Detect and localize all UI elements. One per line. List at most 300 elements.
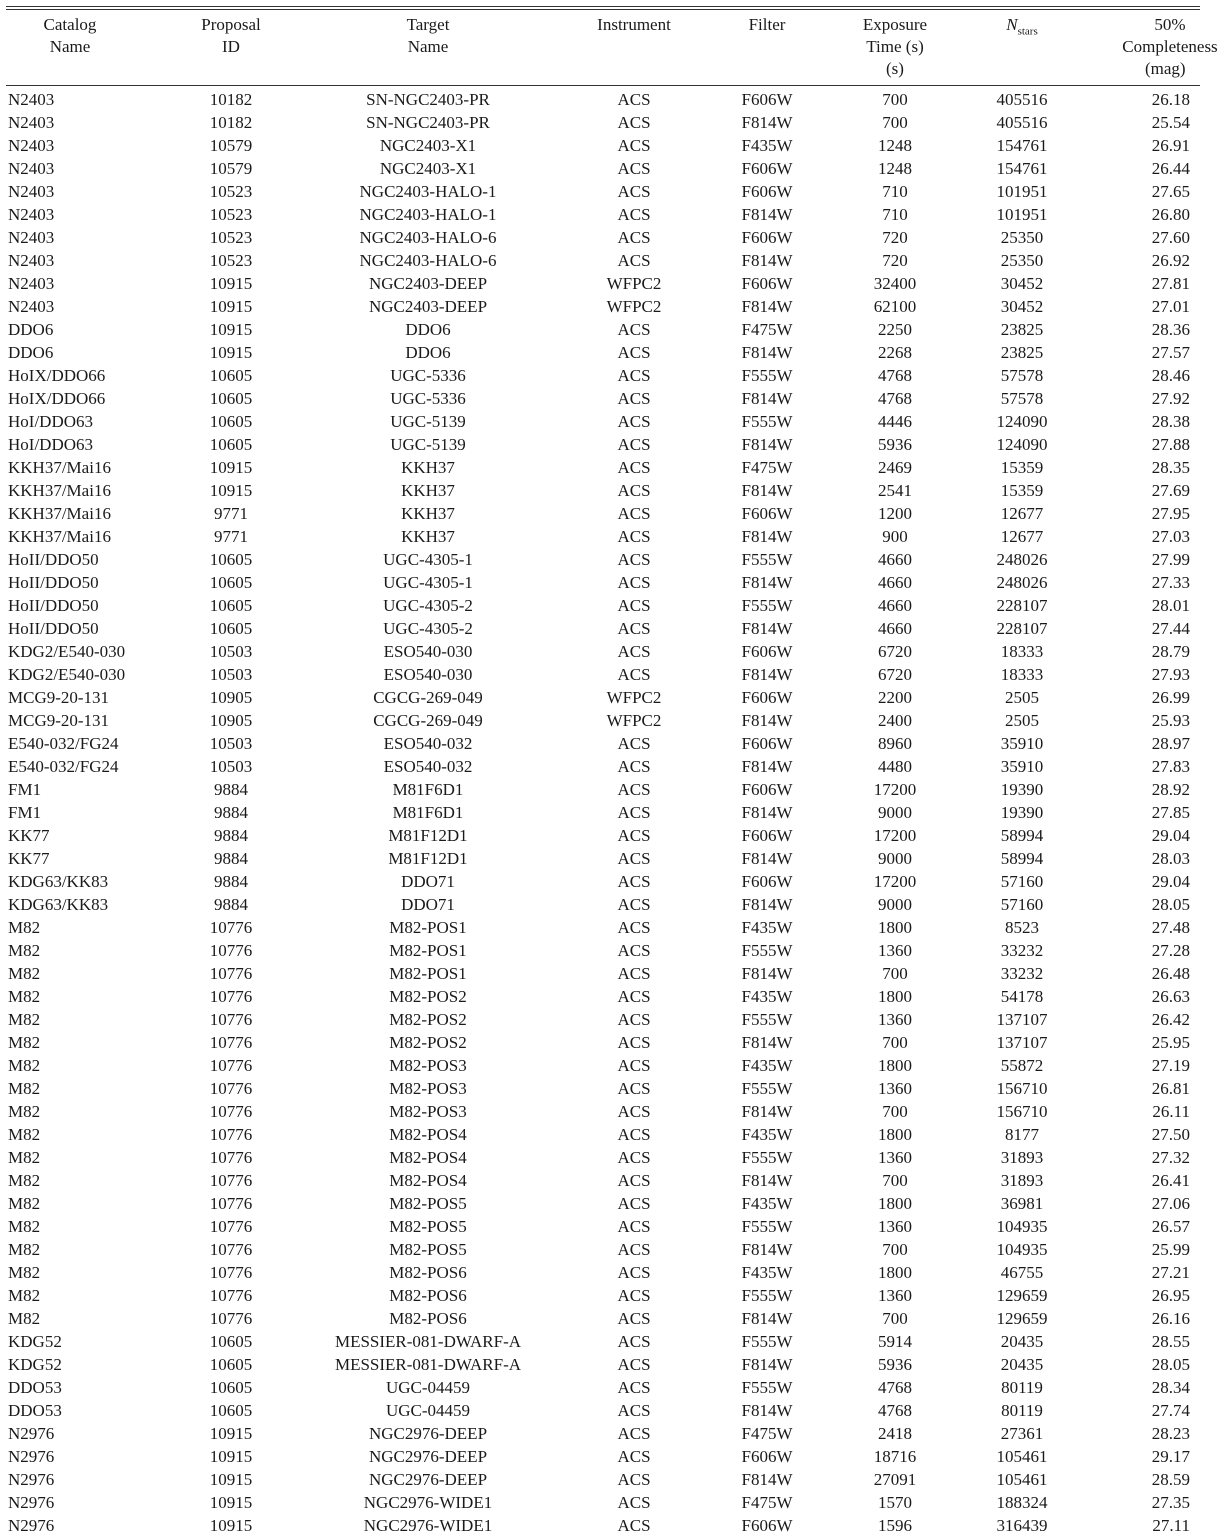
filter-cell: F435W <box>741 918 793 937</box>
table-row <box>0 525 1200 548</box>
filter-cell: F814W <box>741 389 793 408</box>
catalog-name-cell: M82 <box>8 918 41 937</box>
completeness-cell: 27.21 <box>1151 1263 1190 1282</box>
completeness-cell: 27.74 <box>1151 1401 1190 1420</box>
nstars-cell: 19390 <box>1000 803 1044 822</box>
completeness-cell: 28.55 <box>1151 1332 1190 1351</box>
target-name-cell: M82-POS5 <box>389 1217 467 1236</box>
exposure-time-cell: 700 <box>882 1309 908 1328</box>
completeness-cell: 27.95 <box>1151 504 1190 523</box>
completeness-cell: 27.32 <box>1151 1148 1190 1167</box>
exposure-time-cell: 700 <box>882 1102 908 1121</box>
target-name-cell: M82-POS5 <box>389 1194 467 1213</box>
exposure-time-cell: 5914 <box>878 1332 912 1351</box>
exposure-time-cell: 1800 <box>878 1263 912 1282</box>
exposure-time-cell: 9000 <box>878 803 912 822</box>
exposure-time-cell: 32400 <box>873 274 917 293</box>
filter-cell: F475W <box>741 458 793 477</box>
catalog-name-cell: HoI/DDO63 <box>8 412 93 431</box>
target-name-cell: ESO540-030 <box>383 642 473 661</box>
target-name-cell: UGC-04459 <box>385 1378 471 1397</box>
table-row <box>0 548 1200 571</box>
target-name-cell: UGC-5139 <box>390 435 466 454</box>
completeness-cell: 27.60 <box>1151 228 1190 247</box>
proposal-id-cell: 10915 <box>209 1516 253 1535</box>
target-name-cell: M82-POS5 <box>389 1240 467 1259</box>
exposure-time-cell: 720 <box>882 251 908 270</box>
nstars-cell: 2505 <box>1005 688 1039 707</box>
target-name-cell: NGC2403-X1 <box>379 136 477 155</box>
target-name-cell: KKH37 <box>401 458 455 477</box>
instrument-cell: ACS <box>617 826 651 845</box>
filter-cell: F606W <box>741 274 793 293</box>
proposal-id-cell: 10776 <box>209 1217 253 1236</box>
completeness-cell: 28.59 <box>1151 1470 1190 1489</box>
nstars-cell: 248026 <box>996 550 1048 569</box>
proposal-id-cell: 10915 <box>209 481 253 500</box>
completeness-cell: 29.04 <box>1151 826 1190 845</box>
table-row <box>0 1376 1200 1399</box>
nstars-cell: 129659 <box>996 1286 1048 1305</box>
filter-cell: F606W <box>741 159 793 178</box>
target-name-cell: DDO71 <box>401 872 455 891</box>
completeness-cell: 28.79 <box>1151 642 1190 661</box>
exposure-time-cell: 27091 <box>873 1470 917 1489</box>
nstars-cell: 405516 <box>996 90 1048 109</box>
table-row <box>0 594 1200 617</box>
instrument-cell: ACS <box>617 320 651 339</box>
catalog-name-cell: E540-032/FG24 <box>8 734 119 753</box>
instrument-cell: ACS <box>617 872 651 891</box>
exposure-time-cell: 1800 <box>878 1056 912 1075</box>
nstars-cell: 156710 <box>996 1102 1048 1121</box>
catalog-name-cell: M82 <box>8 1010 41 1029</box>
nstars-cell: 2505 <box>1005 711 1039 730</box>
filter-cell: F814W <box>741 1355 793 1374</box>
instrument-cell: WFPC2 <box>606 297 662 316</box>
nstars-cell: 23825 <box>1000 320 1044 339</box>
exposure-time-cell: 700 <box>882 1033 908 1052</box>
catalog-name-cell: KDG2/E540-030 <box>8 642 126 661</box>
catalog-name-cell: M82 <box>8 1309 41 1328</box>
target-name-cell: M82-POS1 <box>389 941 467 960</box>
nstars-cell: 18333 <box>1000 665 1044 684</box>
proposal-id-cell: 10776 <box>209 918 253 937</box>
target-name-cell: MESSIER-081-DWARF-A <box>334 1332 522 1351</box>
exposure-time-cell: 4660 <box>878 550 912 569</box>
table-row <box>0 824 1200 847</box>
filter-cell: F606W <box>741 1516 793 1535</box>
filter-cell: F555W <box>741 412 793 431</box>
filter-cell: F555W <box>741 1286 793 1305</box>
exposure-time-cell: 700 <box>882 113 908 132</box>
catalog-name-cell: KDG52 <box>8 1332 62 1351</box>
instrument-cell: ACS <box>617 1056 651 1075</box>
proposal-id-cell: 9884 <box>214 780 248 799</box>
nstars-cell: 58994 <box>1000 826 1044 845</box>
table-body <box>0 88 1200 1537</box>
catalog-name-cell: KDG2/E540-030 <box>8 665 126 684</box>
instrument-cell: ACS <box>617 435 651 454</box>
exposure-time-cell: 4660 <box>878 596 912 615</box>
catalog-name-cell: KKH37/Mai16 <box>8 481 111 500</box>
exposure-time-cell: 1360 <box>878 1217 912 1236</box>
table-row <box>0 847 1200 870</box>
exposure-time-cell: 1200 <box>878 504 912 523</box>
exposure-time-cell: 700 <box>882 1171 908 1190</box>
catalog-name-cell: M82 <box>8 1125 41 1144</box>
target-name-cell: UGC-4305-2 <box>383 596 473 615</box>
instrument-cell: ACS <box>617 1125 651 1144</box>
completeness-cell: 27.35 <box>1151 1493 1190 1512</box>
nstars-cell: 248026 <box>996 573 1048 592</box>
catalog-name-cell: KDG63/KK83 <box>8 872 109 891</box>
filter-cell: F555W <box>741 1378 793 1397</box>
exposure-time-cell: 2268 <box>878 343 912 362</box>
target-name-cell: CGCG-269-049 <box>373 688 483 707</box>
table-row <box>0 709 1200 732</box>
filter-cell: F555W <box>741 596 793 615</box>
exposure-time-cell: 710 <box>882 205 908 224</box>
catalog-name-cell: M82 <box>8 1148 41 1167</box>
filter-cell: F606W <box>741 688 793 707</box>
completeness-cell: 27.01 <box>1151 297 1190 316</box>
instrument-cell: ACS <box>617 1424 651 1443</box>
filter-cell: F606W <box>741 1447 793 1466</box>
completeness-cell: 28.92 <box>1151 780 1190 799</box>
completeness-cell: 26.48 <box>1151 964 1190 983</box>
nstars-cell: 25350 <box>1000 228 1044 247</box>
completeness-cell: 28.35 <box>1151 458 1190 477</box>
proposal-id-cell: 9771 <box>214 504 248 523</box>
completeness-cell: 28.23 <box>1151 1424 1190 1443</box>
completeness-cell: 26.42 <box>1151 1010 1190 1029</box>
instrument-cell: ACS <box>617 780 651 799</box>
table-row <box>0 249 1200 272</box>
table-row <box>0 663 1200 686</box>
table-row <box>0 157 1200 180</box>
table-row <box>0 571 1200 594</box>
target-name-cell: DDO6 <box>405 320 451 339</box>
table-header <box>0 14 1218 84</box>
instrument-cell: WFPC2 <box>606 711 662 730</box>
proposal-id-cell: 10776 <box>209 1148 253 1167</box>
instrument-cell: ACS <box>617 964 651 983</box>
exposure-time-cell: 6720 <box>878 665 912 684</box>
nstars-cell: 15359 <box>1000 481 1044 500</box>
proposal-id-cell: 10915 <box>209 1424 253 1443</box>
completeness-cell: 28.97 <box>1151 734 1190 753</box>
filter-cell: F555W <box>741 1010 793 1029</box>
filter-cell: F814W <box>741 435 793 454</box>
filter-cell: F814W <box>741 964 793 983</box>
table-row <box>0 778 1200 801</box>
exposure-time-cell: 1248 <box>878 136 912 155</box>
table-row <box>0 1445 1200 1468</box>
nstars-cell: 104935 <box>996 1240 1048 1259</box>
table-row <box>0 180 1200 203</box>
completeness-cell: 29.04 <box>1151 872 1190 891</box>
filter-cell: F555W <box>741 1148 793 1167</box>
proposal-id-cell: 10503 <box>209 642 253 661</box>
nstars-cell: 101951 <box>996 205 1048 224</box>
target-name-cell: SN-NGC2403-PR <box>366 90 490 109</box>
exposure-time-cell: 5936 <box>878 1355 912 1374</box>
instrument-cell: ACS <box>617 665 651 684</box>
proposal-id-cell: 10182 <box>209 113 253 132</box>
nstars-cell: 57578 <box>1000 366 1044 385</box>
filter-cell: F814W <box>741 711 793 730</box>
exposure-time-cell: 6720 <box>878 642 912 661</box>
nstars-cell: 35910 <box>1000 757 1044 776</box>
instrument-cell: ACS <box>617 343 651 362</box>
filter-cell: F814W <box>741 251 793 270</box>
target-name-cell: UGC-4305-2 <box>383 619 473 638</box>
top-rule-second <box>6 9 1200 10</box>
header-rule <box>6 85 1200 86</box>
instrument-cell: ACS <box>617 1378 651 1397</box>
filter-cell: F814W <box>741 665 793 684</box>
proposal-id-cell: 10776 <box>209 1171 253 1190</box>
target-name-cell: M82-POS4 <box>389 1148 467 1167</box>
catalog-name-cell: N2403 <box>8 113 55 132</box>
target-name-cell: M82-POS4 <box>389 1125 467 1144</box>
table-row <box>0 1399 1200 1422</box>
nstars-cell: 154761 <box>996 136 1048 155</box>
instrument-cell: ACS <box>617 228 651 247</box>
proposal-id-cell: 10605 <box>209 573 253 592</box>
instrument-cell: ACS <box>617 619 651 638</box>
completeness-cell: 27.93 <box>1151 665 1190 684</box>
header-exposure-time: Exposure Time (s) (s) <box>862 15 928 78</box>
table-row <box>0 962 1200 985</box>
instrument-cell: ACS <box>617 803 651 822</box>
nstars-cell: 8177 <box>1005 1125 1039 1144</box>
target-name-cell: M81F6D1 <box>392 803 464 822</box>
proposal-id-cell: 9884 <box>214 872 248 891</box>
proposal-id-cell: 10605 <box>209 619 253 638</box>
proposal-id-cell: 10605 <box>209 1378 253 1397</box>
instrument-cell: ACS <box>617 159 651 178</box>
filter-cell: F555W <box>741 1332 793 1351</box>
completeness-cell: 28.34 <box>1151 1378 1190 1397</box>
completeness-cell: 27.81 <box>1151 274 1190 293</box>
table-row <box>0 134 1200 157</box>
target-name-cell: M82-POS3 <box>389 1102 467 1121</box>
instrument-cell: ACS <box>617 918 651 937</box>
table-row <box>0 456 1200 479</box>
completeness-cell: 25.54 <box>1151 113 1190 132</box>
nstars-cell: 20435 <box>1000 1355 1044 1374</box>
table-row <box>0 203 1200 226</box>
catalog-name-cell: DDO6 <box>8 320 54 339</box>
target-name-cell: KKH37 <box>401 504 455 523</box>
table-row <box>0 985 1200 1008</box>
table-row <box>0 755 1200 778</box>
instrument-cell: ACS <box>617 481 651 500</box>
header-proposal-id: Proposal ID <box>201 15 261 56</box>
exposure-time-cell: 9000 <box>878 849 912 868</box>
filter-cell: F814W <box>741 619 793 638</box>
target-name-cell: UGC-5336 <box>390 366 466 385</box>
filter-cell: F475W <box>741 1424 793 1443</box>
table-row <box>0 295 1200 318</box>
instrument-cell: ACS <box>617 1079 651 1098</box>
completeness-cell: 27.06 <box>1151 1194 1190 1213</box>
completeness-cell: 25.93 <box>1151 711 1190 730</box>
nstars-cell: 27361 <box>1000 1424 1044 1443</box>
proposal-id-cell: 10523 <box>209 228 253 247</box>
target-name-cell: M82-POS6 <box>389 1263 467 1282</box>
table-row <box>0 732 1200 755</box>
catalog-name-cell: N2403 <box>8 274 55 293</box>
nstars-cell: 33232 <box>1000 941 1044 960</box>
exposure-time-cell: 2200 <box>878 688 912 707</box>
filter-cell: F435W <box>741 1125 793 1144</box>
nstars-cell: 57160 <box>1000 872 1044 891</box>
table-row <box>0 1100 1200 1123</box>
exposure-time-cell: 4660 <box>878 619 912 638</box>
exposure-time-cell: 1360 <box>878 941 912 960</box>
completeness-cell: 27.92 <box>1151 389 1190 408</box>
filter-cell: F814W <box>741 481 793 500</box>
table-row <box>0 1077 1200 1100</box>
instrument-cell: ACS <box>617 1263 651 1282</box>
table-row <box>0 1238 1200 1261</box>
target-name-cell: M81F12D1 <box>388 826 468 845</box>
nstars-cell: 80119 <box>1001 1401 1043 1420</box>
nstars-cell: 19390 <box>1000 780 1044 799</box>
table-row <box>0 272 1200 295</box>
header-target-name: Target Name <box>406 15 450 56</box>
proposal-id-cell: 10605 <box>209 1401 253 1420</box>
table-row <box>0 479 1200 502</box>
exposure-time-cell: 700 <box>882 964 908 983</box>
catalog-name-cell: KK77 <box>8 849 50 868</box>
proposal-id-cell: 10605 <box>209 412 253 431</box>
catalog-name-cell: M82 <box>8 1079 41 1098</box>
nstars-cell: 156710 <box>996 1079 1048 1098</box>
proposal-id-cell: 10776 <box>209 1010 253 1029</box>
catalog-name-cell: HoIX/DDO66 <box>8 389 106 408</box>
target-name-cell: ESO540-032 <box>383 757 473 776</box>
target-name-cell: M82-POS1 <box>389 918 467 937</box>
target-name-cell: NGC2403-HALO-6 <box>359 251 497 270</box>
catalog-name-cell: N2403 <box>8 90 55 109</box>
target-name-cell: NGC2976-DEEP <box>368 1447 488 1466</box>
nstars-cell: 55872 <box>1000 1056 1044 1075</box>
table-row <box>0 1307 1200 1330</box>
target-name-cell: UGC-4305-1 <box>383 550 473 569</box>
nstars-cell: 104935 <box>996 1217 1048 1236</box>
proposal-id-cell: 10905 <box>209 688 253 707</box>
nstars-cell: 15359 <box>1000 458 1044 477</box>
proposal-id-cell: 10776 <box>209 1286 253 1305</box>
filter-cell: F814W <box>741 1102 793 1121</box>
catalog-name-cell: FM1 <box>8 803 42 822</box>
nstars-cell: 30452 <box>1000 274 1044 293</box>
filter-cell: F555W <box>741 1079 793 1098</box>
proposal-id-cell: 10776 <box>209 1056 253 1075</box>
proposal-id-cell: 10915 <box>209 1447 253 1466</box>
filter-cell: F814W <box>741 895 793 914</box>
completeness-cell: 27.11 <box>1152 1516 1190 1535</box>
completeness-cell: 26.41 <box>1151 1171 1190 1190</box>
instrument-cell: ACS <box>617 1194 651 1213</box>
instrument-cell: ACS <box>617 1470 651 1489</box>
completeness-cell: 27.44 <box>1151 619 1190 638</box>
exposure-time-cell: 2250 <box>878 320 912 339</box>
catalog-name-cell: M82 <box>8 1194 41 1213</box>
catalog-name-cell: DDO53 <box>8 1401 62 1420</box>
exposure-time-cell: 62100 <box>873 297 917 316</box>
completeness-cell: 26.57 <box>1151 1217 1190 1236</box>
completeness-cell: 28.05 <box>1151 895 1190 914</box>
filter-cell: F814W <box>741 1401 793 1420</box>
table-row <box>0 111 1200 134</box>
table-row <box>0 1192 1200 1215</box>
exposure-time-cell: 5936 <box>878 435 912 454</box>
proposal-id-cell: 10776 <box>209 987 253 1006</box>
catalog-name-cell: M82 <box>8 987 41 1006</box>
proposal-id-cell: 10776 <box>209 1194 253 1213</box>
header-completeness: 50% Completeness (mag) <box>1122 15 1218 78</box>
table-row <box>0 341 1200 364</box>
table-row <box>0 1215 1200 1238</box>
nstars-cell: 105461 <box>996 1470 1048 1489</box>
target-name-cell: KKH37 <box>401 527 455 546</box>
instrument-cell: ACS <box>617 458 651 477</box>
table-row <box>0 870 1200 893</box>
catalog-name-cell: N2976 <box>8 1424 55 1443</box>
proposal-id-cell: 10915 <box>209 274 253 293</box>
table-row <box>0 1031 1200 1054</box>
instrument-cell: ACS <box>617 1102 651 1121</box>
exposure-time-cell: 710 <box>882 182 908 201</box>
completeness-cell: 26.91 <box>1151 136 1190 155</box>
instrument-cell: ACS <box>617 366 651 385</box>
filter-cell: F555W <box>741 366 793 385</box>
catalog-name-cell: HoII/DDO50 <box>8 573 99 592</box>
completeness-cell: 27.83 <box>1151 757 1190 776</box>
target-name-cell: NGC2403-HALO-1 <box>359 205 497 224</box>
catalog-name-cell: DDO6 <box>8 343 54 362</box>
target-name-cell: NGC2976-WIDE1 <box>363 1493 493 1512</box>
proposal-id-cell: 10523 <box>209 205 253 224</box>
filter-cell: F606W <box>741 90 793 109</box>
filter-cell: F435W <box>741 136 793 155</box>
proposal-id-cell: 10915 <box>209 297 253 316</box>
filter-cell: F475W <box>741 1493 793 1512</box>
table-row <box>0 617 1200 640</box>
target-name-cell: M82-POS3 <box>389 1056 467 1075</box>
nstars-cell: 105461 <box>996 1447 1048 1466</box>
proposal-id-cell: 9884 <box>214 826 248 845</box>
table-row <box>0 226 1200 249</box>
exposure-time-cell: 4768 <box>878 1401 912 1420</box>
catalog-name-cell: N2403 <box>8 251 55 270</box>
instrument-cell: ACS <box>617 1447 651 1466</box>
top-rule <box>6 6 1200 7</box>
exposure-time-cell: 17200 <box>873 872 917 891</box>
nstars-cell: 101951 <box>996 182 1048 201</box>
completeness-cell: 27.19 <box>1151 1056 1190 1075</box>
instrument-cell: ACS <box>617 251 651 270</box>
proposal-id-cell: 10776 <box>209 1079 253 1098</box>
target-name-cell: NGC2403-DEEP <box>368 297 488 316</box>
target-name-cell: M81F12D1 <box>388 849 468 868</box>
target-name-cell: M82-POS2 <box>389 987 467 1006</box>
